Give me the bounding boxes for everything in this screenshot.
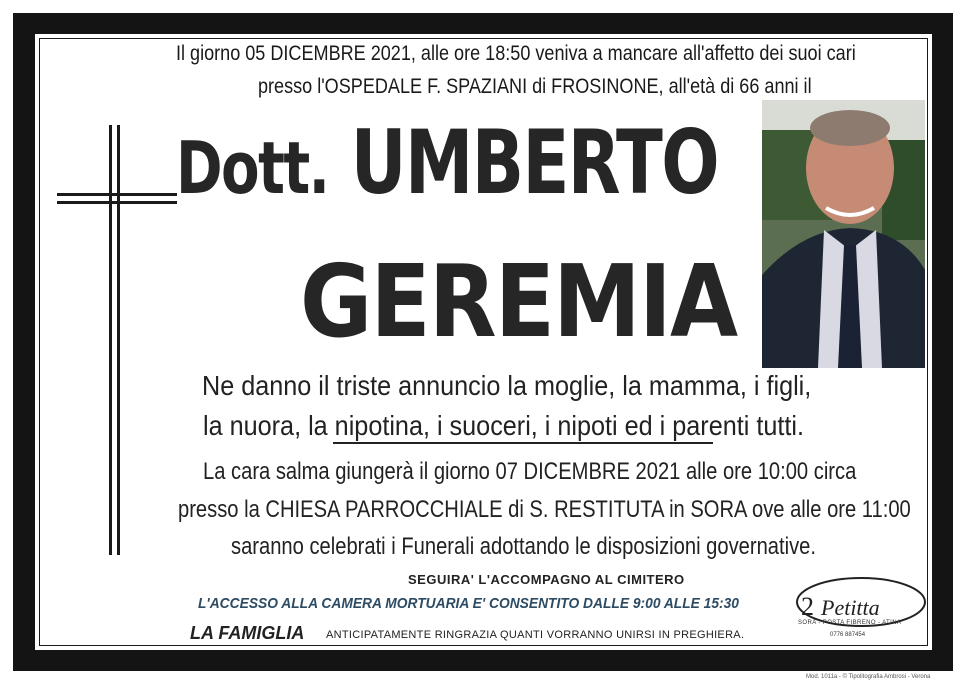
first-name: UMBERTO bbox=[350, 111, 719, 214]
agency-phone: 0776 887454 bbox=[830, 632, 866, 638]
logo-text: Petitta bbox=[821, 595, 880, 620]
cemetery-note: SEGUIRA' L'ACCOMPAGNO AL CIMITERO bbox=[408, 572, 685, 587]
intro-line-2: presso l'OSPEDALE F. SPAZIANI di FROSINONE, all'età di 66 anni il bbox=[258, 75, 812, 98]
intro-line-1: Il giorno 05 DICEMBRE 2021, alle ore 18:50 veniva a mancare all'affetto dei suoi cari bbox=[176, 42, 856, 65]
deceased-surname: GEREMIA bbox=[300, 243, 737, 360]
cross-icon bbox=[52, 120, 182, 560]
print-footer-note: Mod. 1011a - © Tipolitografia Ambrosi - Verona bbox=[806, 674, 931, 680]
thanks-line: ANTICIPATAMENTE RINGRAZIA QUANTI VORRANNO UNIRSI IN PREGHIERA. bbox=[326, 629, 745, 641]
announce-line-2: la nuora, la nipotina, i suoceri, i nipoti ed i parenti tutti. bbox=[203, 410, 804, 441]
underline-rule bbox=[333, 442, 713, 444]
funeral-line-3: saranno celebrati i Funerali adottando le disposizioni governative. bbox=[231, 533, 816, 560]
agency-locations: SORA - POSTA FIBRENO - ATINA bbox=[798, 620, 902, 626]
funeral-line-1: La cara salma giungerà il giorno 07 DICEMBRE 2021 alle ore 10:00 circa bbox=[203, 458, 857, 485]
portrait-photo bbox=[762, 100, 925, 368]
family-label: LA FAMIGLIA bbox=[190, 623, 305, 643]
title-prefix: Dott. bbox=[176, 126, 329, 210]
logo-prefix: 2 bbox=[801, 592, 814, 621]
announce-line-1: Ne danno il triste annuncio la moglie, la mamma, i figli, bbox=[202, 370, 812, 401]
access-note: L'ACCESSO ALLA CAMERA MORTUARIA E' CONSENTITO DALLE 9:00 ALLE 15:30 bbox=[198, 595, 739, 612]
funeral-line-2: presso la CHIESA PARROCCHIALE di S. RESTITUTA in SORA ove alle ore 11:00 bbox=[178, 496, 911, 523]
